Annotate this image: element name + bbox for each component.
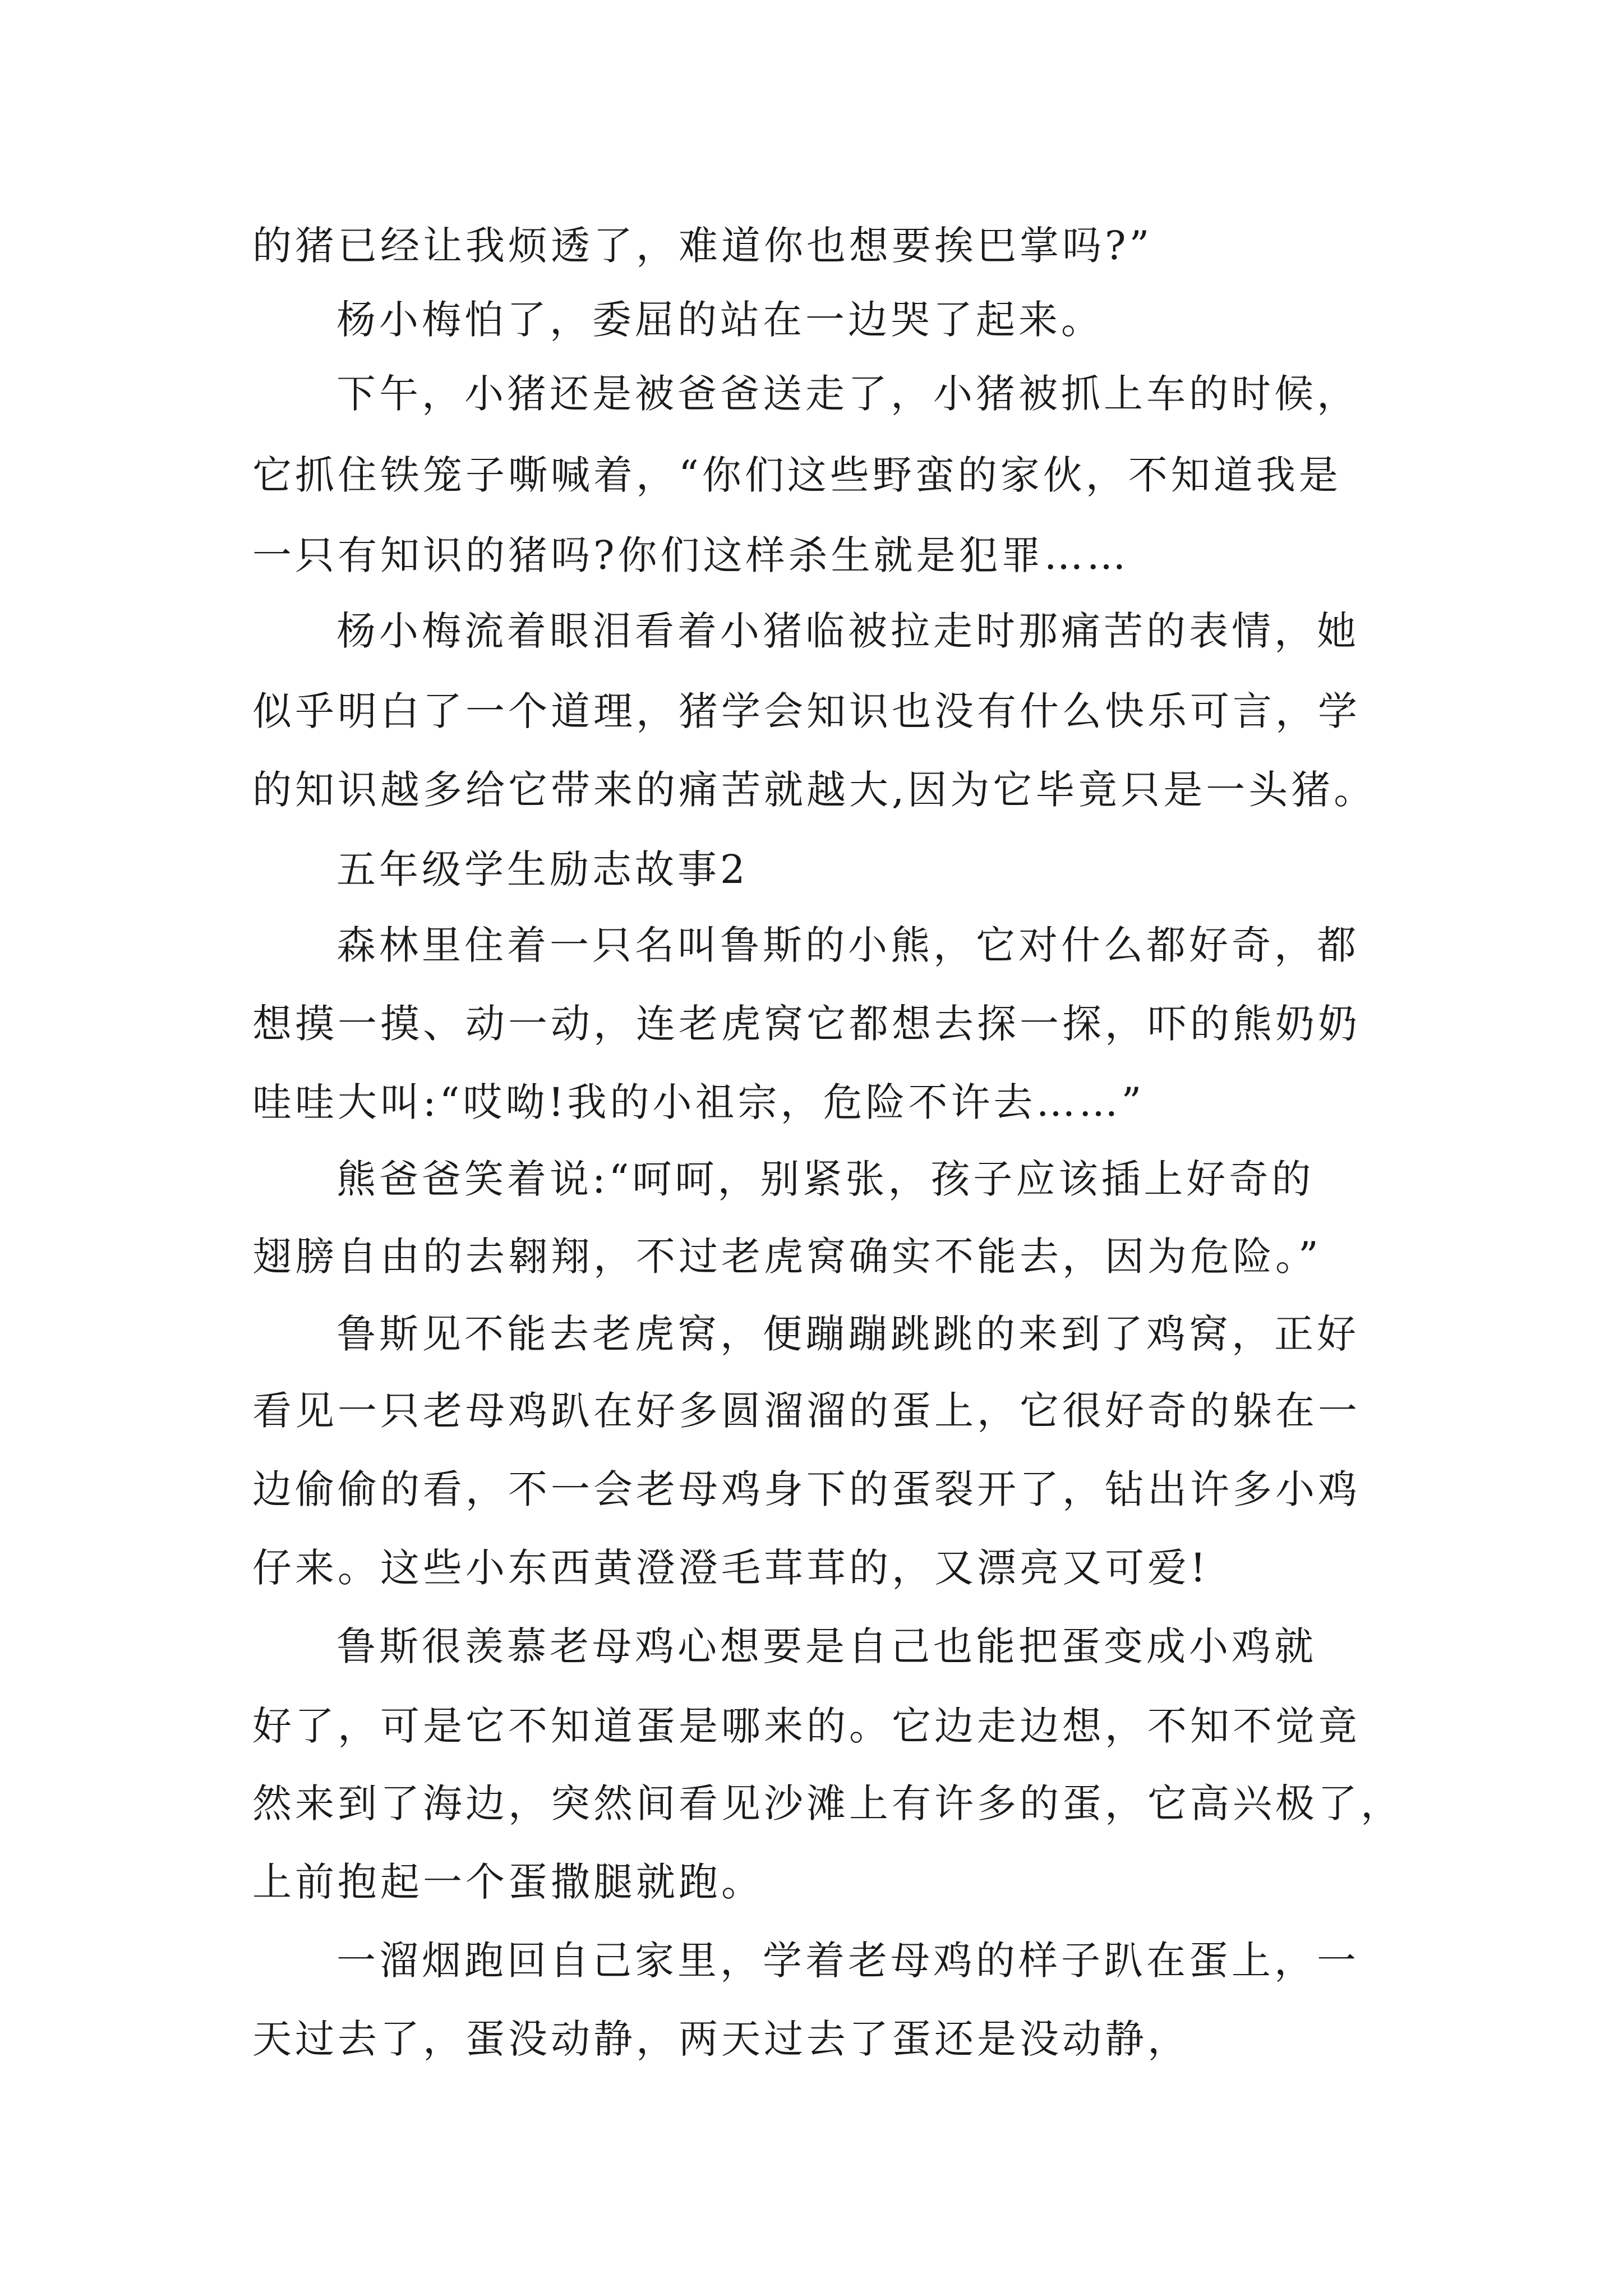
text-line: 一溜烟跑回自己家里，学着老母鸡的样子趴在蛋上，一: [336, 1938, 1359, 1984]
text-line: 杨小梅流着眼泪看着小猪临被拉走时那痛苦的表情，她: [336, 608, 1359, 654]
text-line: 它抓住铁笼子嘶喊着，“你们这些野蛮的家伙，不知道我是: [252, 452, 1341, 498]
text-line: 想摸一摸、动一动，连老虎窝它都想去探一探，吓的熊奶奶: [252, 1001, 1361, 1047]
text-line: 鲁斯很羡慕老母鸡心想要是自己也能把蛋变成小鸡就: [336, 1623, 1317, 1669]
text-line: 天过去了，蛋没动静，两天过去了蛋还是没动静，: [252, 2016, 1190, 2062]
text-line: 上前抱起一个蛋撒腿就跑。: [252, 1859, 764, 1905]
text-line: 看见一只老母鸡趴在好多圆溜溜的蛋上，它很好奇的躲在一: [252, 1388, 1361, 1434]
text-line: 熊爸爸笑着说:“呵呵，别紧张，孩子应该插上好奇的: [336, 1156, 1315, 1202]
text-line: 的知识越多给它带来的痛苦就越大,因为它毕竟只是一头猪。: [252, 767, 1377, 813]
text-line: 一只有知识的猪吗?你们这样杀生就是犯罪……: [252, 532, 1129, 578]
section-heading: 五年级学生励志故事2: [336, 846, 749, 892]
text-line: 似乎明白了一个道理，猪学会知识也没有什么快乐可言，学: [252, 688, 1361, 734]
text-line: 鲁斯见不能去老虎窝，便蹦蹦跳跳的来到了鸡窝，正好: [336, 1311, 1359, 1357]
text-line: 哇哇大叫:“哎呦!我的小祖宗，危险不许去……”: [252, 1079, 1145, 1125]
text-line: 翅膀自由的去翱翔，不过老虎窝确实不能去，因为危险。”: [252, 1234, 1322, 1280]
text-line: 杨小梅怕了，委屈的站在一边哭了起来。: [336, 297, 1104, 343]
text-line: 仔来。这些小东西黄澄澄毛茸茸的，又漂亮又可爱!: [252, 1545, 1210, 1591]
text-line: 下午，小猪还是被爸爸送走了，小猪被抓上车的时候，: [336, 371, 1359, 417]
text-line: 然来到了海边，突然间看见沙滩上有许多的蛋，它高兴极了，: [252, 1780, 1403, 1826]
text-line: 好了，可是它不知道蛋是哪来的。它边走边想，不知不觉竟: [252, 1703, 1361, 1749]
text-line: 边偷偷的看，不一会老母鸡身下的蛋裂开了，钻出许多小鸡: [252, 1466, 1361, 1512]
text-line: 森林里住着一只名叫鲁斯的小熊，它对什么都好奇，都: [336, 922, 1359, 968]
text-line: 的猪已经让我烦透了，难道你也想要挨巴掌吗?”: [252, 223, 1153, 269]
